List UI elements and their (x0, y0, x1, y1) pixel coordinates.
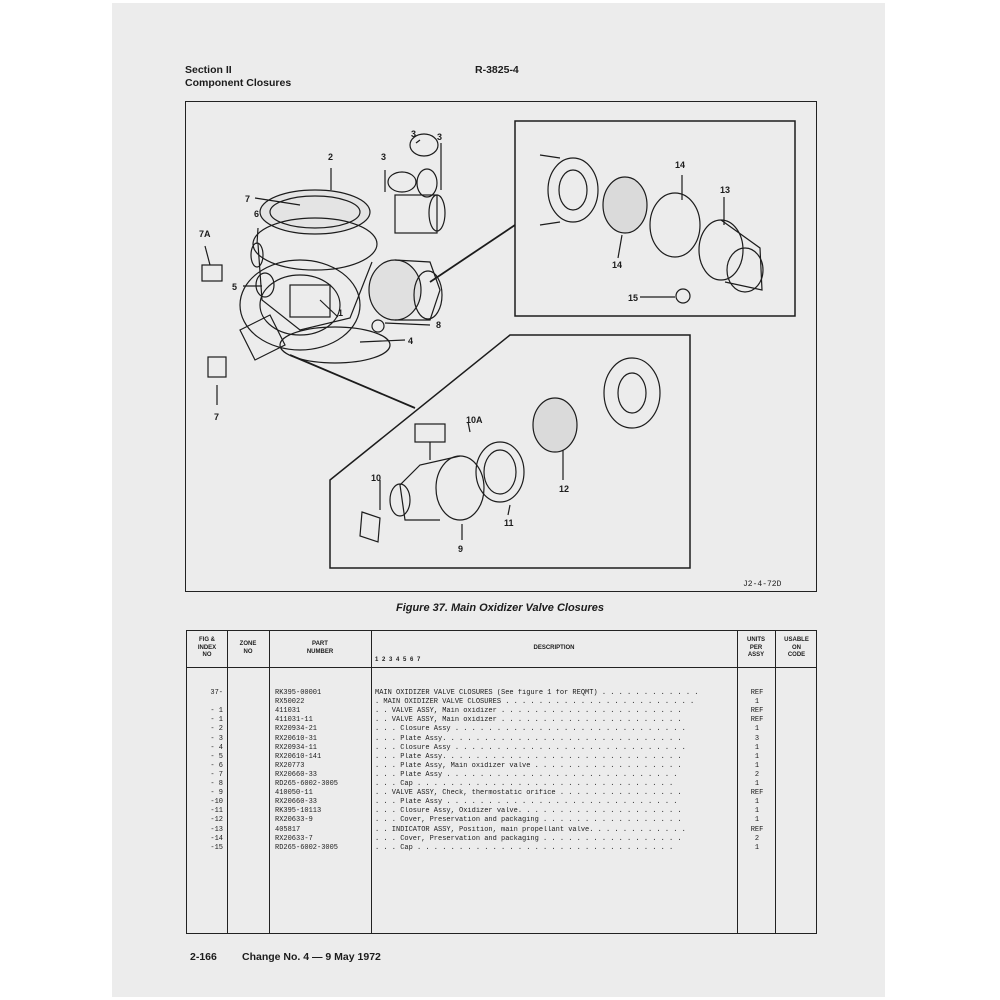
row-part-number: RX20633-9 (275, 816, 313, 825)
row-units: 1 (754, 816, 760, 825)
figure-id: J2-4-72D (743, 580, 782, 589)
callout-8: 8 (436, 320, 442, 330)
table-row (187, 725, 816, 734)
table-row (187, 698, 816, 707)
header-indent-levels: 1 2 3 4 5 6 7 (375, 657, 422, 663)
table-row (187, 789, 816, 798)
row-units: REF (750, 789, 764, 798)
table-row (187, 798, 816, 807)
figure-callouts (199, 129, 730, 554)
row-description: . . . Cap . . . . . . . . . . . . . . . . . . . . . . . . . . . . . . . (375, 843, 674, 852)
row-units: 1 (754, 843, 760, 852)
row-index: 37- (210, 689, 223, 697)
row-part-number: 405817 (275, 825, 301, 834)
row-description: . . VALVE ASSY, Check, thermostatic orifice . . . . . . . . . . . . . . . (375, 789, 682, 798)
row-description: . . . Plate Assy . . . . . . . . . . . . . . . . . . . . . . . . . . . . (375, 798, 678, 807)
callout-14a: 14 (675, 160, 686, 170)
header-usable-on-code: USABLE ON CODE (784, 637, 809, 658)
row-index: -12 (210, 816, 223, 825)
table-row (187, 816, 816, 825)
row-index: - 3 (210, 734, 223, 743)
row-units: 1 (754, 725, 760, 734)
row-index: -14 (210, 834, 223, 843)
parts-list-table (186, 630, 817, 934)
row-units: 1 (754, 752, 760, 761)
row-part-number: RX20660-33 (275, 770, 318, 779)
row-units: REF (750, 707, 764, 716)
row-description: . . . Plate Assy, Main oxidizer valve . . . . . . . . . . . . . . . . . . (375, 761, 682, 770)
row-index: - 6 (210, 761, 223, 770)
table-row (187, 762, 816, 771)
row-description: . . . Plate Assy. . . . . . . . . . . . . . . . . . . . . . . . . . . . . (375, 752, 682, 761)
callout-3a: 3 (381, 152, 387, 162)
row-description: . . . Closure Assy, Oxidizer valve. . . . . . . . . . . . . . . . . . . . (375, 807, 682, 816)
row-index: - 7 (210, 770, 223, 779)
row-part-number: RK395-00001 (275, 689, 322, 697)
row-part-number: RX20773 (275, 761, 305, 770)
table-row (187, 716, 816, 725)
row-description: . . . Plate Assy. . . . . . . . . . . . . . . . . . . . . . . . . . . . . (375, 734, 682, 743)
row-description: . . VALVE ASSY, Main oxidizer . . . . . . . . . . . . . . . . . . . . . . (375, 707, 682, 716)
row-description: . . VALVE ASSY, Main oxidizer . . . . . . . . . . . . . . . . . . . . . . (375, 716, 682, 725)
callout-7a: 7A (199, 229, 211, 239)
row-units: 2 (754, 834, 760, 843)
table-row (187, 753, 816, 762)
row-description: . MAIN OXIDIZER VALVE CLOSURES . . . . . . . . . . . . . . . . . . . . . . . (375, 698, 695, 707)
row-units: REF (750, 825, 764, 834)
callout-14b: 14 (612, 260, 623, 270)
row-part-number: 410050-11 (275, 789, 313, 798)
row-description: MAIN OXIDIZER VALVE CLOSURES (See figure 1 for REQMT) . . . . . . . . . . . . (375, 689, 699, 697)
row-part-number: RX20610-141 (275, 752, 322, 761)
page-number: 2-166 (190, 951, 217, 963)
row-part-number: RK395-10113 (275, 807, 322, 816)
callout-6: 6 (254, 209, 260, 219)
row-description: . . . Plate Assy . . . . . . . . . . . . . . . . . . . . . . . . . . . . (375, 770, 678, 779)
callout-7: 7 (245, 194, 251, 204)
row-units: 2 (754, 770, 760, 779)
row-index: - 4 (210, 743, 223, 752)
header-description: DESCRIPTION (533, 645, 575, 651)
header-fig-index: FIG & INDEX NO (197, 637, 217, 658)
row-part-number: RX20934-11 (275, 743, 318, 752)
table-row (187, 844, 816, 853)
row-part-number: RX20660-33 (275, 798, 318, 807)
table-row (187, 689, 816, 698)
row-units: 1 (754, 807, 760, 816)
change-notice: Change No. 4 — 9 May 1972 (242, 951, 381, 963)
table-row (187, 744, 816, 753)
table-row (187, 735, 816, 744)
row-units: 3 (754, 734, 760, 743)
callout-5: 5 (232, 282, 238, 292)
row-index: -13 (210, 825, 223, 834)
callout-7-lower: 7 (214, 412, 220, 422)
subsection-label: Component Closures (185, 77, 292, 89)
row-part-number: RX20633-7 (275, 834, 313, 843)
row-index: - 5 (210, 752, 223, 761)
section-label: Section II (185, 64, 232, 76)
header-units-per-assy: UNITS PER ASSY (747, 637, 765, 658)
header-divider (187, 667, 816, 668)
row-description: . . . Closure Assy . . . . . . . . . . . . . . . . . . . . . . . . . . . . (375, 743, 686, 752)
row-units: 1 (754, 698, 760, 707)
row-units: 1 (754, 798, 760, 807)
row-index: - 9 (210, 789, 223, 798)
callout-12: 12 (559, 484, 570, 494)
row-description: . . . Cover, Preservation and packaging . . . . . . . . . . . . . . . . . (375, 834, 682, 843)
row-description: . . . Closure Assy . . . . . . . . . . . . . . . . . . . . . . . . . . . . (375, 725, 686, 734)
row-part-number: RX20934-21 (275, 725, 318, 734)
row-part-number: RD265-6002-3005 (275, 780, 339, 788)
row-description: . . INDICATOR ASSY, Position, main propellant valve. . . . . . . . . . . . (375, 825, 686, 834)
row-index: -11 (210, 807, 223, 816)
row-units: REF (750, 689, 764, 697)
row-index: - 1 (210, 707, 223, 716)
callout-1: 1 (338, 308, 344, 318)
callout-11: 11 (504, 518, 514, 528)
callout-10: 10 (371, 473, 382, 483)
document-number: R-3825-4 (475, 64, 519, 76)
row-part-number: 411031-11 (275, 716, 313, 725)
row-description: . . . Cap . . . . . . . . . . . . . . . . . . . . . . . . . . . . . . . (375, 780, 674, 788)
table-row (187, 807, 816, 816)
row-part-number: 411031 (275, 707, 301, 716)
row-units: REF (750, 716, 764, 725)
row-part-number: RD265-6002-3005 (275, 843, 339, 852)
table-row (187, 835, 816, 844)
table-row (187, 707, 816, 716)
callout-10a: 10A (466, 415, 483, 425)
row-index: - 8 (210, 780, 223, 788)
figure-caption: Figure 37. Main Oxidizer Valve Closures (395, 602, 605, 614)
callout-13: 13 (720, 185, 731, 195)
callout-4: 4 (408, 336, 414, 346)
header-zone: ZONE NO (239, 641, 257, 655)
table-row (187, 780, 816, 789)
row-index: -15 (210, 843, 223, 852)
row-units: 1 (754, 743, 760, 752)
table-row (187, 826, 816, 835)
row-description: . . . Cover, Preservation and packaging . . . . . . . . . . . . . . . . . (375, 816, 682, 825)
header-part-number: PART NUMBER (306, 641, 334, 655)
row-units: 1 (754, 780, 760, 788)
callout-9: 9 (458, 544, 464, 554)
callout-3c: 3 (437, 132, 443, 142)
callout-3b: 3 (411, 129, 417, 139)
table-row (187, 771, 816, 780)
row-part-number: RX50022 (275, 698, 305, 707)
indicator-assy-inset (515, 121, 795, 316)
row-index: - 2 (210, 725, 223, 734)
check-valve-inset (330, 335, 690, 568)
callout-15: 15 (628, 293, 639, 303)
row-units: 1 (754, 761, 760, 770)
callout-2: 2 (328, 152, 334, 162)
row-part-number: RX20610-31 (275, 734, 318, 743)
row-index: - 1 (210, 716, 223, 725)
row-index: -10 (210, 798, 223, 807)
